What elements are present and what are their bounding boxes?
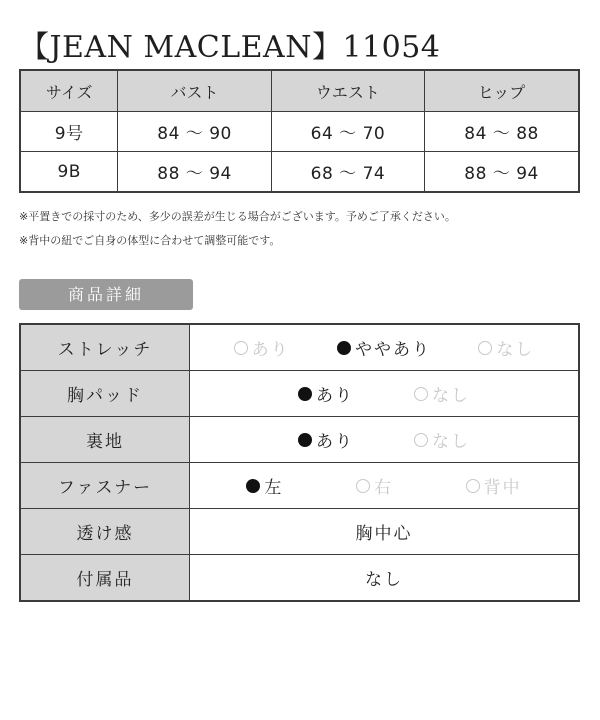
- hip-header: ヒップ: [425, 70, 579, 112]
- bust-header: バスト: [118, 70, 271, 112]
- option: 左: [246, 473, 283, 498]
- option: あり: [298, 381, 354, 406]
- empty-circle-icon: [356, 479, 370, 493]
- table-row: [20, 152, 579, 193]
- option: あり: [298, 427, 354, 452]
- detail-label: ストレッチ: [20, 324, 190, 371]
- bust-cell: 88 ～ 94: [118, 152, 271, 193]
- size-cell: 9号: [20, 112, 118, 152]
- size-header: サイズ: [20, 70, 118, 112]
- filled-circle-icon: [246, 479, 260, 493]
- note-adjustment: ※背中の紐でご自身の体型に合わせて調整可能です。: [19, 234, 281, 247]
- option: なし: [478, 335, 534, 360]
- note-measurement: ※平置きでの採寸のため、多少の誤差が生じる場合がございます。予めご了承ください。: [19, 210, 456, 223]
- detail-value: 胸中心: [190, 509, 580, 555]
- bust-cell: 84 ～ 90: [118, 112, 271, 152]
- detail-label: ファスナー: [20, 463, 190, 509]
- empty-circle-icon: [478, 341, 492, 355]
- size-cell: 9B: [20, 152, 118, 193]
- detail-label: 裏地: [20, 417, 190, 463]
- detail-value: なし: [190, 555, 580, 602]
- option: なし: [414, 427, 470, 452]
- detail-options: [190, 463, 580, 509]
- detail-row-pad: [20, 371, 579, 417]
- detail-label: 透け感: [20, 509, 190, 555]
- option: あり: [234, 335, 290, 360]
- waist-cell: 68 ～ 74: [271, 152, 424, 193]
- notes: [19, 205, 456, 253]
- filled-circle-icon: [298, 387, 312, 401]
- detail-row-stretch: [20, 324, 579, 371]
- filled-circle-icon: [337, 341, 351, 355]
- detail-label: 付属品: [20, 555, 190, 602]
- option: ややあり: [337, 335, 431, 360]
- detail-options: [190, 371, 580, 417]
- hip-cell: 88 ～ 94: [425, 152, 579, 193]
- detail-options: [190, 324, 580, 371]
- option: なし: [414, 381, 470, 406]
- empty-circle-icon: [414, 387, 428, 401]
- empty-circle-icon: [466, 479, 480, 493]
- empty-circle-icon: [414, 433, 428, 447]
- table-row: [20, 112, 579, 152]
- size-table: [19, 69, 580, 193]
- detail-label: 胸パッド: [20, 371, 190, 417]
- detail-row-accessories: [20, 555, 579, 602]
- detail-options: [190, 417, 580, 463]
- detail-row-sheerness: [20, 509, 579, 555]
- option: 右: [356, 473, 393, 498]
- details-table: [19, 323, 580, 602]
- section-label: 商品詳細: [19, 279, 193, 310]
- filled-circle-icon: [298, 433, 312, 447]
- detail-row-zipper: [20, 463, 579, 509]
- waist-cell: 64 ～ 70: [271, 112, 424, 152]
- size-table-header-row: [20, 70, 579, 112]
- empty-circle-icon: [234, 341, 248, 355]
- option: 背中: [466, 473, 522, 498]
- page-title: 【JEAN MACLEAN】11054: [19, 30, 441, 65]
- detail-row-lining: [20, 417, 579, 463]
- hip-cell: 84 ～ 88: [425, 112, 579, 152]
- waist-header: ウエスト: [271, 70, 424, 112]
